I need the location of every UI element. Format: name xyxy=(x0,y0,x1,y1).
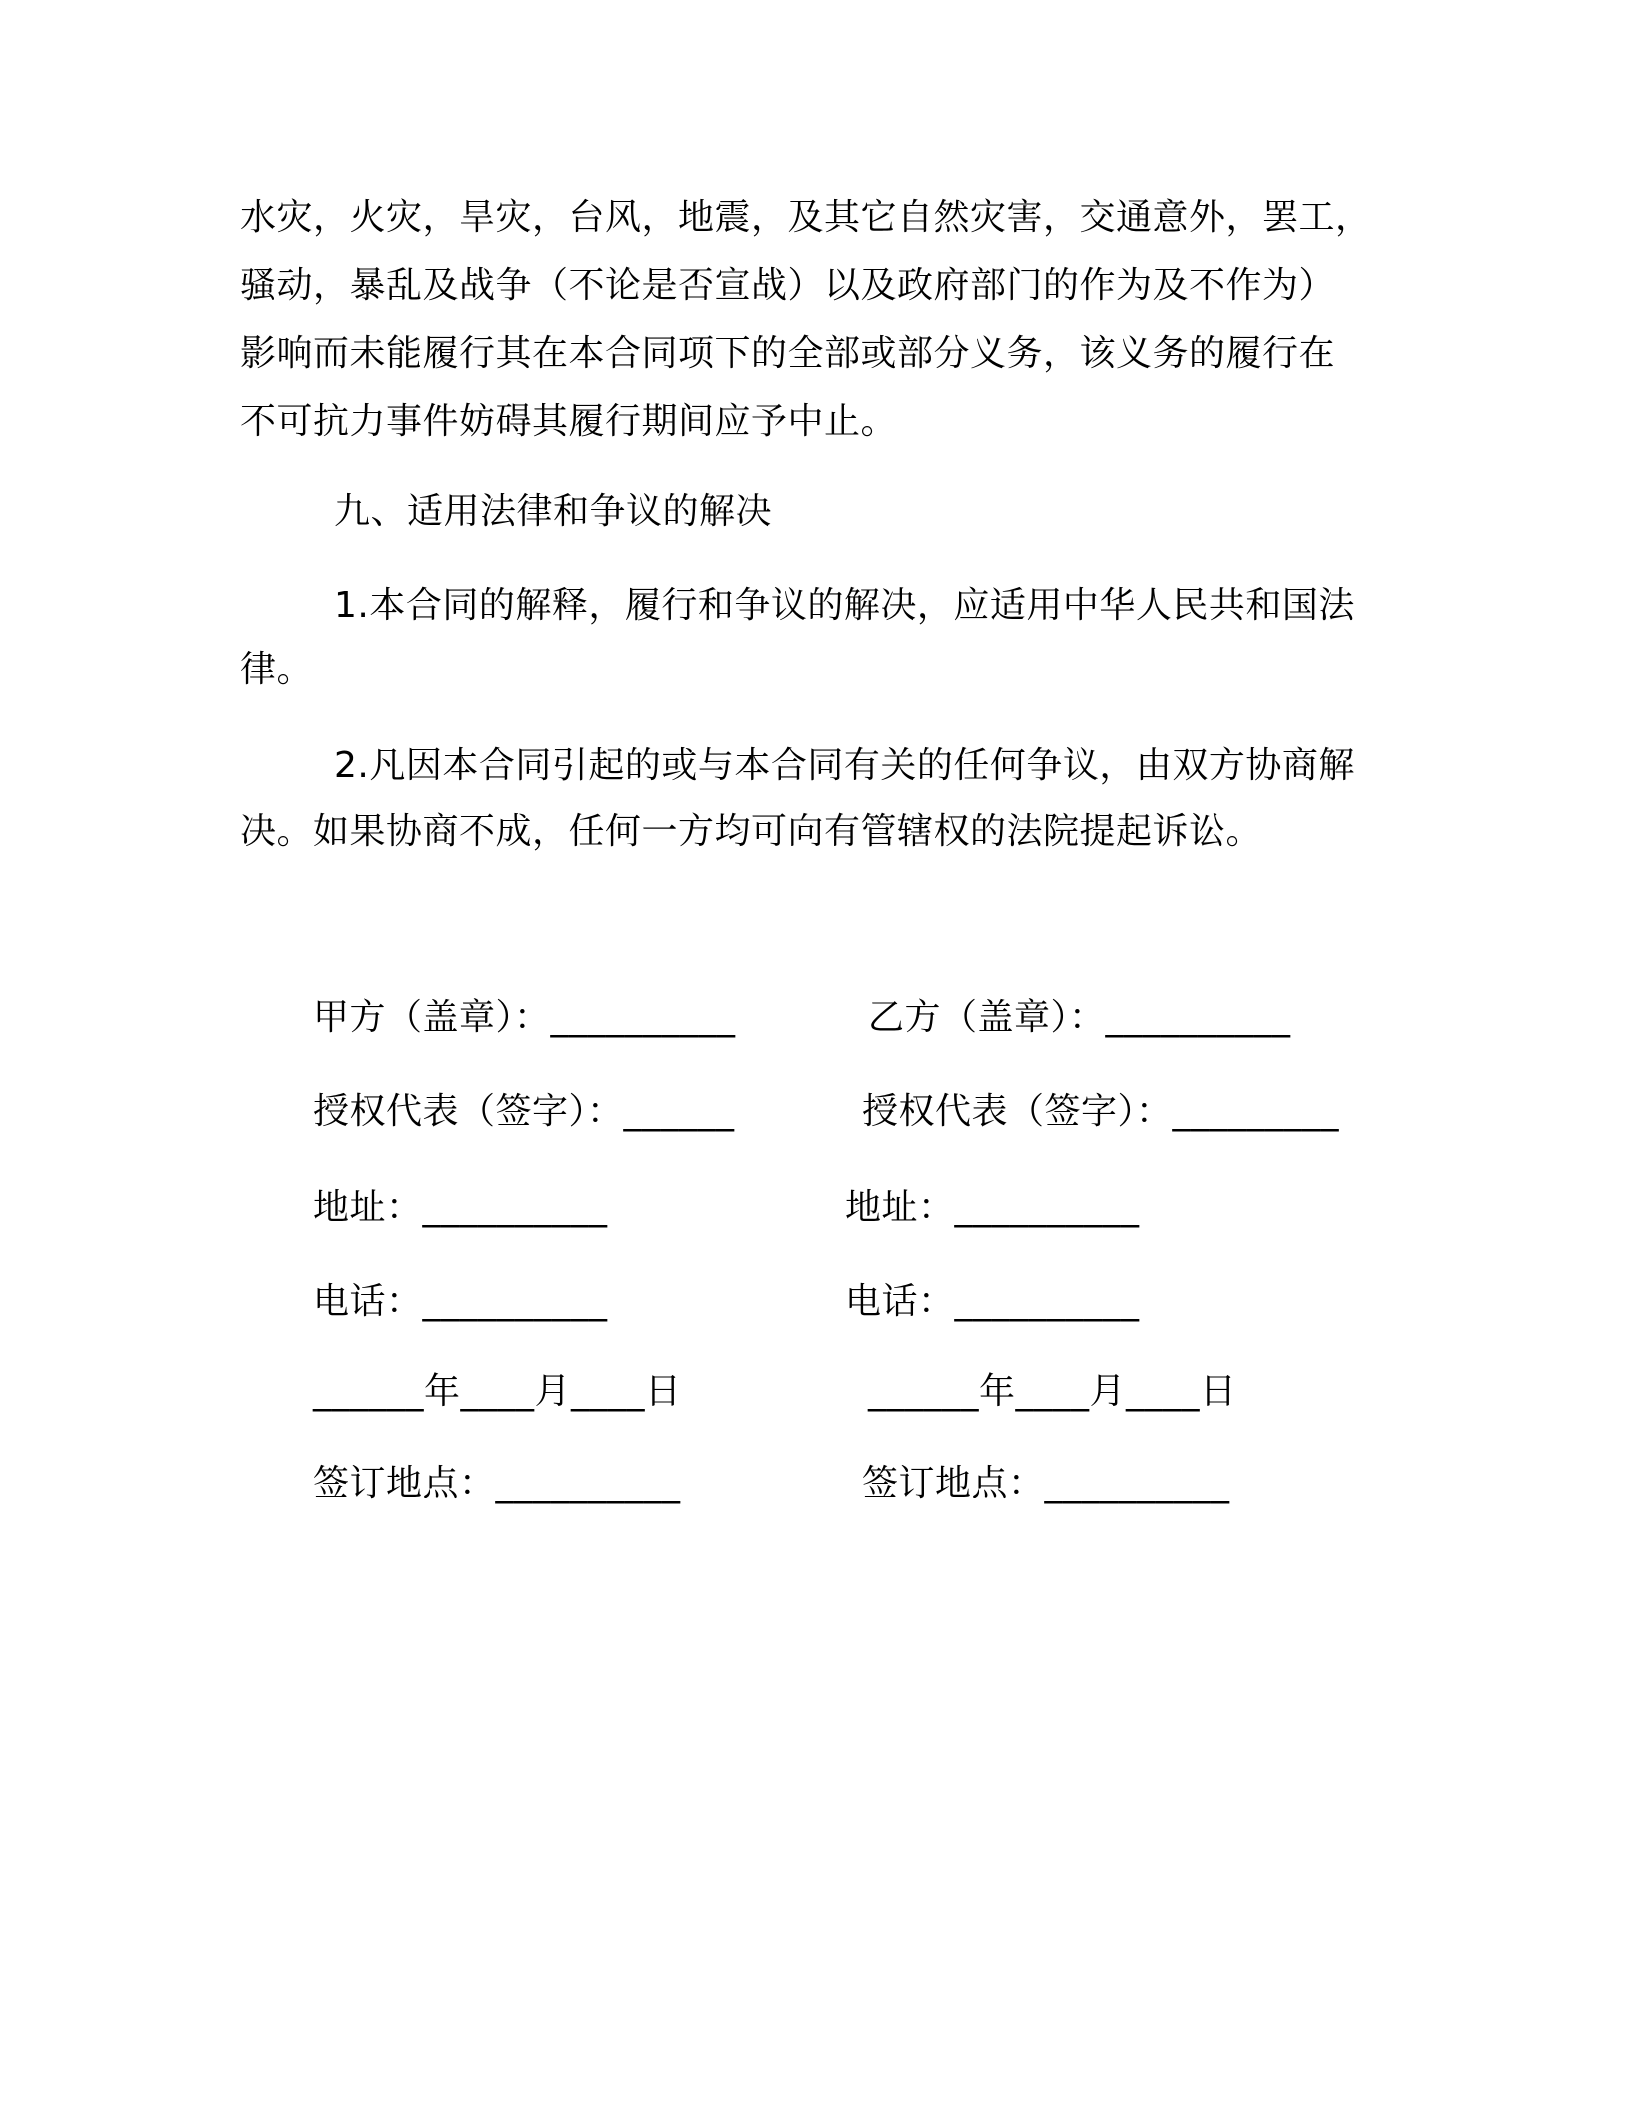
party-b-phone-field: 电话：__________ xyxy=(845,1281,1140,1322)
clause-1-line: 1.本合同的解释，履行和争议的解决，应适用中华人民共和国法 xyxy=(334,585,1355,626)
party-a-place-field: 签订地点：__________ xyxy=(313,1463,681,1504)
party-b-date-field: ______年____月____日 xyxy=(868,1371,1237,1412)
party-b-place-field: 签订地点：__________ xyxy=(862,1463,1230,1504)
party-a-address-field: 地址：__________ xyxy=(313,1187,608,1228)
paragraph-line: 骚动，暴乱及战争（不论是否宣战）以及政府部门的作为及不作为） xyxy=(240,265,1336,306)
paragraph-line: 水灾，火灾，旱灾，台风，地震，及其它自然灾害，交通意外，罢工， xyxy=(240,197,1372,238)
clause-2-line: 2.凡因本合同引起的或与本合同有关的任何争议，由双方协商解 xyxy=(334,745,1355,786)
party-a-phone-field: 电话：__________ xyxy=(313,1281,608,1322)
paragraph-line: 影响而未能履行其在本合同项下的全部或部分义务，该义务的履行在 xyxy=(240,333,1336,374)
party-b-representative-field: 授权代表（签字）：_________ xyxy=(862,1091,1340,1132)
party-a-date-field: ______年____月____日 xyxy=(313,1371,682,1412)
clause-2-line: 决。如果协商不成，任何一方均可向有管辖权的法院提起诉讼。 xyxy=(240,811,1263,852)
party-b-seal-field: 乙方（盖章）：__________ xyxy=(868,997,1291,1038)
party-b-address-field: 地址：__________ xyxy=(845,1187,1140,1228)
party-a-representative-field: 授权代表（签字）：______ xyxy=(313,1091,735,1132)
party-a-seal-field: 甲方（盖章）：__________ xyxy=(313,997,736,1038)
clause-1-line: 律。 xyxy=(240,649,314,690)
paragraph-line: 不可抗力事件妨碍其履行期间应予中止。 xyxy=(240,401,898,442)
section-title: 九、适用法律和争议的解决 xyxy=(334,491,773,532)
